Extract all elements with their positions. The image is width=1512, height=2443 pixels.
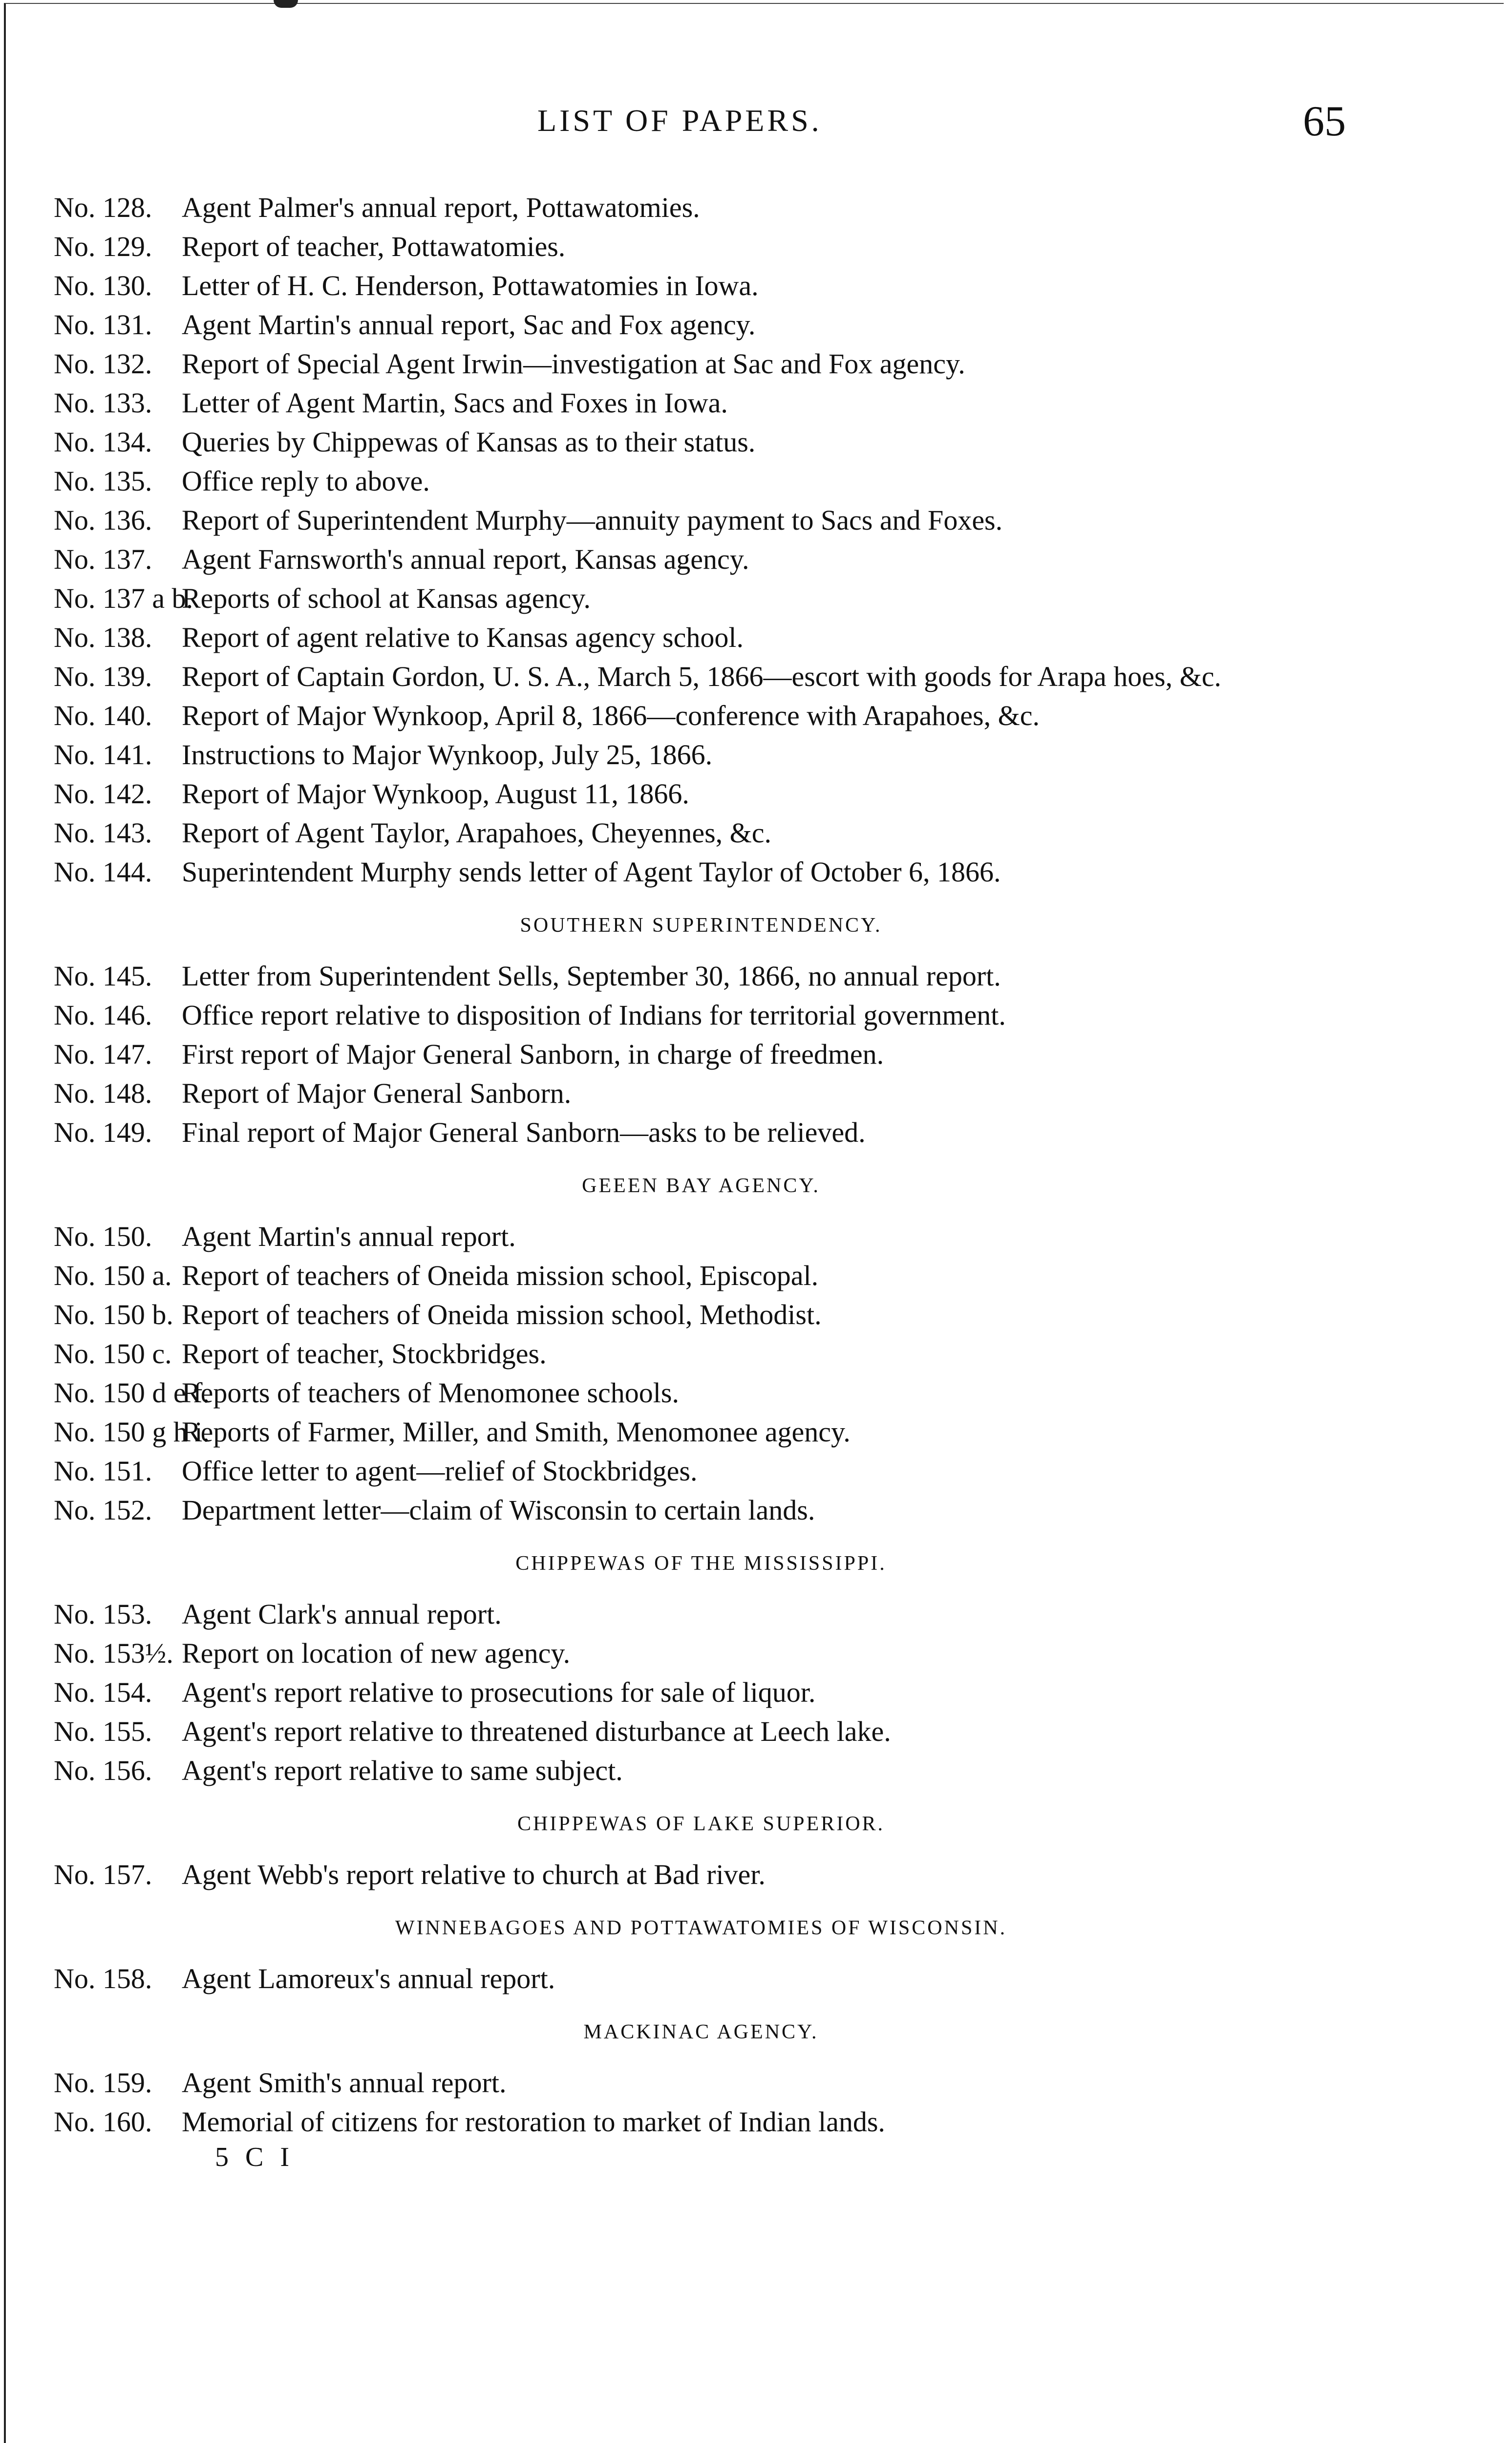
list-item xyxy=(54,1217,1348,1256)
paper-number: No. 158. xyxy=(54,1963,152,1994)
list-item xyxy=(54,1334,1348,1373)
list-item xyxy=(54,1595,1348,1634)
paper-number: No. 141. xyxy=(54,739,152,771)
paper-description: Office reply to above. xyxy=(182,465,430,497)
paper-description: Agent Webb's report relative to church at Bad river. xyxy=(182,1859,766,1890)
paper-number: No. 142. xyxy=(54,778,152,810)
paper-number: No. 150 a. xyxy=(54,1260,172,1291)
list-item xyxy=(54,1491,1348,1530)
section-heading: CHIPPEWAS OF THE MISSISSIPPI. xyxy=(515,1552,887,1575)
paper-description: First report of Major General Sanborn, in charge of freedmen. xyxy=(182,1038,884,1070)
paper-description: Letter of H. C. Henderson, Pottawatomies in Iowa. xyxy=(182,270,759,301)
list-item xyxy=(54,996,1348,1035)
paper-description: Instructions to Major Wynkoop, July 25, 1866. xyxy=(182,739,713,771)
paper-description: Agent Farnsworth's annual report, Kansas agency. xyxy=(182,543,749,575)
list-item xyxy=(54,423,1348,462)
paper-number: No. 148. xyxy=(54,1077,152,1109)
list-item xyxy=(54,1035,1348,1074)
paper-description: Report of Superintendent Murphy—annuity payment to Sacs and Foxes. xyxy=(182,504,1003,536)
list-item xyxy=(54,579,1348,618)
paper-number: No. 130. xyxy=(54,270,152,301)
list-item xyxy=(54,1959,1348,1998)
list-item xyxy=(54,1452,1348,1491)
paper-description: Report of Captain Gordon, U. S. A., March 5, 1866—escort with goods for Arapa hoes, &c. xyxy=(182,661,1221,692)
list-item xyxy=(54,774,1348,814)
list-item xyxy=(54,188,1348,227)
paper-number: No. 153½. xyxy=(54,1637,173,1669)
list-item xyxy=(54,1712,1348,1751)
paper-description: Agent Lamoreux's annual report. xyxy=(182,1963,555,1994)
paper-description: Report of Special Agent Irwin—investigation at Sac and Fox agency. xyxy=(182,348,965,380)
paper-number: No. 155. xyxy=(54,1715,152,1747)
paper-number: No. 150 c. xyxy=(54,1338,172,1370)
paper-number: No. 151. xyxy=(54,1455,152,1487)
page-header xyxy=(0,93,1512,151)
paper-number: No. 147. xyxy=(54,1038,152,1070)
paper-number: No. 137. xyxy=(54,543,152,575)
list-item xyxy=(54,2063,1348,2102)
paper-description: Agent Palmer's annual report, Pottawatomies. xyxy=(182,192,700,223)
section-heading: WINNEBAGOES AND POTTAWATOMIES OF WISCONSIN. xyxy=(395,1917,1007,1939)
paper-description: Agent Martin's annual report, Sac and Fox agency. xyxy=(182,309,756,341)
paper-description: Report of Major Wynkoop, April 8, 1866—conference with Arapahoes, &c. xyxy=(182,700,1040,731)
paper-description: Department letter—claim of Wisconsin to certain lands. xyxy=(182,1494,815,1526)
list-item xyxy=(54,1413,1348,1452)
paper-number: No. 149. xyxy=(54,1116,152,1148)
list-item xyxy=(54,227,1348,266)
paper-number: No. 154. xyxy=(54,1676,152,1708)
paper-description: Reports of school at Kansas agency. xyxy=(182,582,591,614)
paper-number: No. 150. xyxy=(54,1221,152,1252)
paper-description: Agent's report relative to threatened disturbance at Leech lake. xyxy=(182,1715,891,1747)
paper-description: Memorial of citizens for restoration to market of Indian lands. xyxy=(182,2106,885,2138)
list-item xyxy=(54,696,1348,735)
list-item xyxy=(54,1855,1348,1894)
paper-description: Reports of Farmer, Miller, and Smith, Menomonee agency. xyxy=(182,1416,851,1448)
paper-description: Report of teacher, Pottawatomies. xyxy=(182,231,566,262)
paper-number: No. 150 b. xyxy=(54,1299,173,1330)
list-item xyxy=(54,735,1348,774)
list-item xyxy=(54,1256,1348,1295)
paper-number: No. 144. xyxy=(54,856,152,888)
paper-description: Report of Agent Taylor, Arapahoes, Cheyennes, &c. xyxy=(182,817,772,849)
paper-description: Report of teachers of Oneida mission school, Episcopal. xyxy=(182,1260,819,1291)
page-number: 65 xyxy=(1303,98,1346,145)
paper-number: No. 143. xyxy=(54,817,152,849)
paper-number: No. 134. xyxy=(54,426,152,458)
list-item xyxy=(54,1634,1348,1673)
list-item xyxy=(54,1373,1348,1413)
paper-number: No. 156. xyxy=(54,1755,152,1786)
paper-number: No. 150 g h i. xyxy=(54,1416,210,1448)
list-item xyxy=(54,1295,1348,1334)
list-item xyxy=(54,501,1348,540)
paper-number: No. 133. xyxy=(54,387,152,419)
paper-description: Office letter to agent—relief of Stockbridges. xyxy=(182,1455,698,1487)
paper-description: Letter from Superintendent Sells, September 30, 1866, no annual report. xyxy=(182,960,1001,992)
list-item xyxy=(54,2102,1348,2142)
paper-description: Agent's report relative to prosecutions for sale of liquor. xyxy=(182,1676,816,1708)
paper-description: Report of teacher, Stockbridges. xyxy=(182,1338,547,1370)
paper-number: No. 129. xyxy=(54,231,152,262)
paper-number: No. 152. xyxy=(54,1494,152,1526)
paper-description: Report of Major General Sanborn. xyxy=(182,1077,572,1109)
paper-description: Report of teachers of Oneida mission school, Methodist. xyxy=(182,1299,822,1330)
list-item xyxy=(54,266,1348,305)
paper-description: Agent Martin's annual report. xyxy=(182,1221,516,1252)
paper-description: Superintendent Murphy sends letter of Agent Taylor of October 6, 1866. xyxy=(182,856,1001,888)
paper-number: No. 160. xyxy=(54,2106,152,2138)
section-heading: CHIPPEWAS OF LAKE SUPERIOR. xyxy=(517,1813,885,1835)
paper-number: No. 136. xyxy=(54,504,152,536)
list-item xyxy=(54,305,1348,344)
paper-number: No. 139. xyxy=(54,661,152,692)
list-item xyxy=(54,462,1348,501)
paper-description: Final report of Major General Sanborn—asks to be relieved. xyxy=(182,1116,866,1148)
paper-number: No. 135. xyxy=(54,465,152,497)
paper-description: Report of Major Wynkoop, August 11, 1866. xyxy=(182,778,689,810)
paper-description: Letter of Agent Martin, Sacs and Foxes in Iowa. xyxy=(182,387,728,419)
paper-number: No. 153. xyxy=(54,1598,152,1630)
paper-description: Agent Clark's annual report. xyxy=(182,1598,502,1630)
list-item xyxy=(54,1113,1348,1152)
section-heading: MACKINAC AGENCY. xyxy=(583,2021,819,2043)
papers-list xyxy=(54,188,1348,2173)
paper-number: No. 128. xyxy=(54,192,152,223)
paper-number: No. 131. xyxy=(54,309,152,341)
signature-mark: 5 C I xyxy=(215,2142,294,2172)
paper-number: No. 140. xyxy=(54,700,152,731)
paper-description: Agent's report relative to same subject. xyxy=(182,1755,623,1786)
paper-description: Report on location of new agency. xyxy=(182,1637,571,1669)
paper-description: Queries by Chippewas of Kansas as to their status. xyxy=(182,426,756,458)
section-heading: GEEEN BAY AGENCY. xyxy=(582,1175,820,1197)
paper-number: No. 150 d e f. xyxy=(54,1377,210,1409)
paper-number: No. 132. xyxy=(54,348,152,380)
list-item xyxy=(54,540,1348,579)
paper-number: No. 138. xyxy=(54,621,152,653)
list-item xyxy=(54,1751,1348,1790)
list-item xyxy=(54,853,1348,892)
running-title: LIST OF PAPERS. xyxy=(537,103,822,138)
list-item xyxy=(54,618,1348,657)
paper-description: Report of agent relative to Kansas agency school. xyxy=(182,621,744,653)
list-item xyxy=(54,1074,1348,1113)
list-item xyxy=(54,384,1348,423)
paper-number: No. 159. xyxy=(54,2067,152,2099)
paper-description: Reports of teachers of Menomonee schools. xyxy=(182,1377,679,1409)
paper-number: No. 145. xyxy=(54,960,152,992)
list-item xyxy=(54,1673,1348,1712)
list-item xyxy=(54,814,1348,853)
paper-number: No. 157. xyxy=(54,1859,152,1890)
paper-number: No. 137 a b. xyxy=(54,582,193,614)
paper-number: No. 146. xyxy=(54,999,152,1031)
paper-description: Office report relative to disposition of Indians for territorial government. xyxy=(182,999,1006,1031)
section-heading: SOUTHERN SUPERINTENDENCY. xyxy=(520,914,882,937)
list-item xyxy=(54,344,1348,384)
list-item xyxy=(54,957,1348,996)
paper-description: Agent Smith's annual report. xyxy=(182,2067,507,2099)
list-item xyxy=(54,657,1348,696)
